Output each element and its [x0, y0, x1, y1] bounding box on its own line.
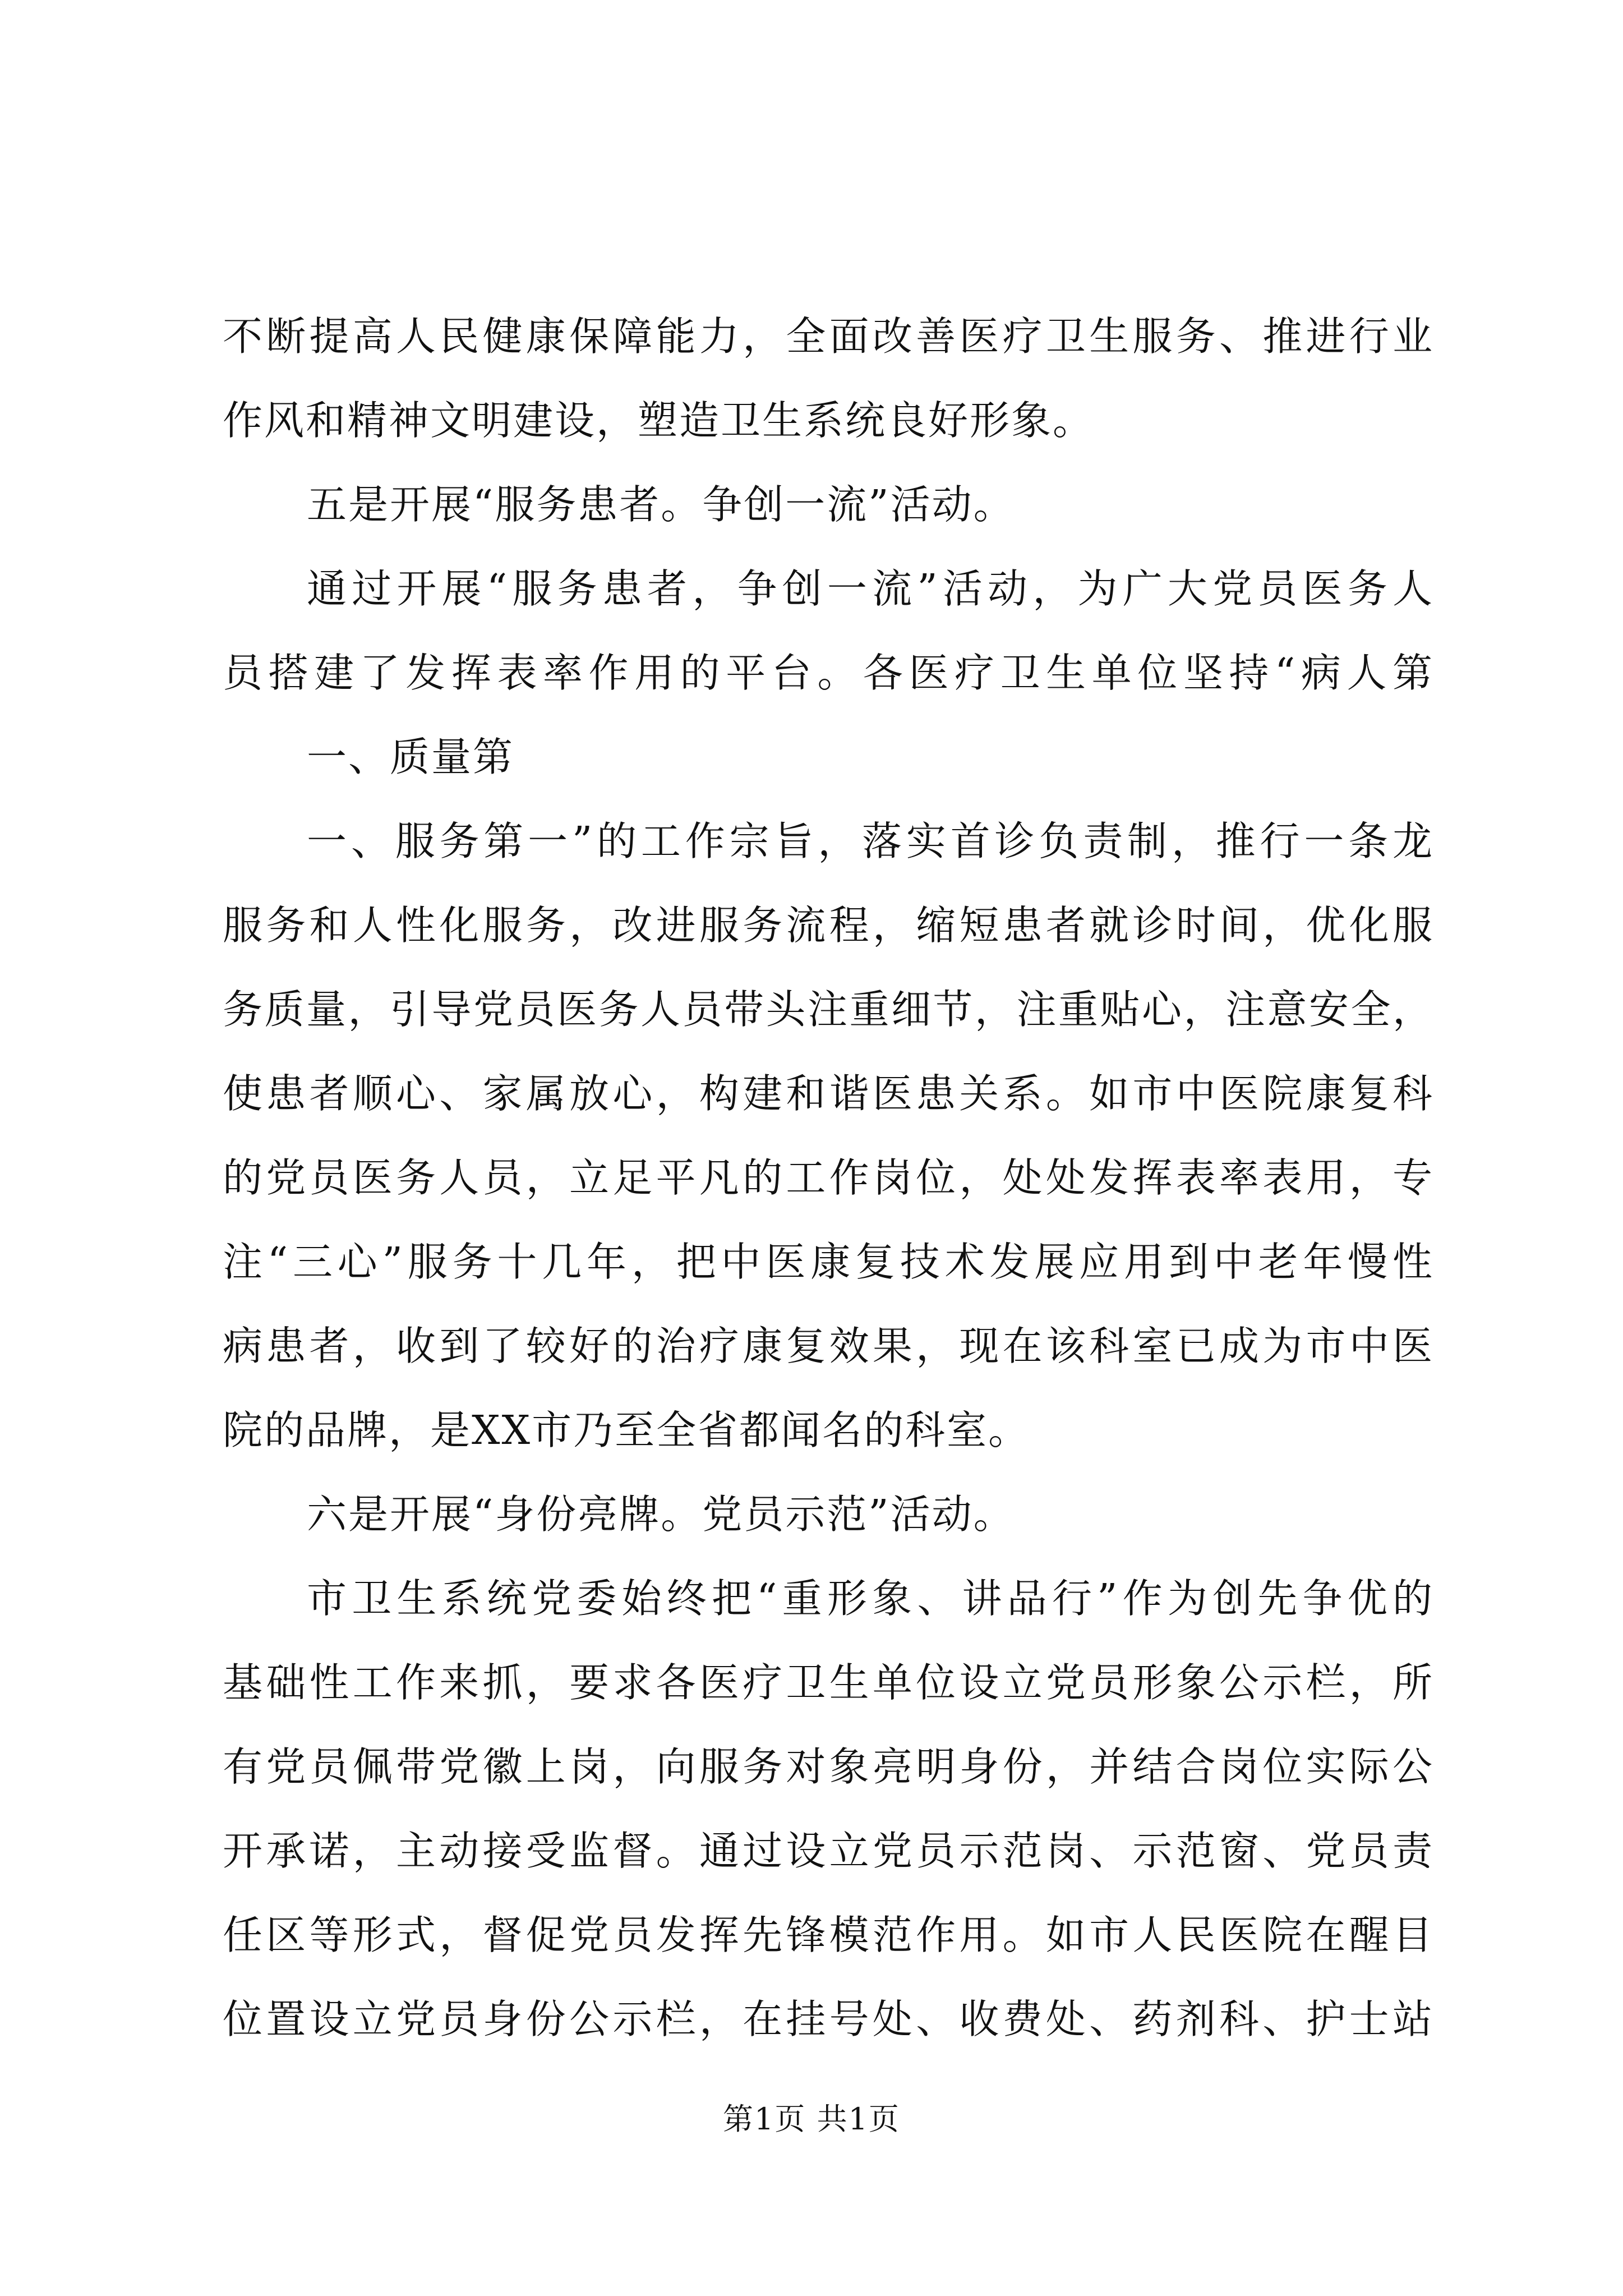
text-line: 任区等形式，督促党员发挥先锋模范作用。如市人民医院在醒目 — [223, 1912, 1434, 1958]
text-line: 一、服务第一”的工作宗旨，落实首诊负责制，推行一条龙 — [307, 818, 1434, 864]
text-line: 不断提高人民健康保障能力，全面改善医疗卫生服务、推进行业 — [223, 313, 1434, 360]
text-line: 开承诺，主动接受监督。通过设立党员示范岗、示范窗、党员责 — [223, 1828, 1434, 1874]
text-line: 作风和精神文明建设，塑造卫生系统良好形象。 — [223, 397, 1095, 444]
text-line: 的党员医务人员，立足平凡的工作岗位，处处发挥表率表用，专 — [223, 1154, 1434, 1201]
text-line: 员搭建了发挥表率作用的平台。各医疗卫生单位坚持“病人第 — [223, 650, 1434, 696]
text-line: 有党员佩带党徽上岗，向服务对象亮明身份，并结合岗位实际公 — [223, 1743, 1434, 1790]
page-footer: 第1页 共1页 — [723, 2101, 900, 2137]
text-line: 位置设立党员身份公示栏，在挂号处、收费处、药剂科、护士站 — [223, 1996, 1434, 2042]
section-heading: 五是开展“服务患者。争创一流”活动。 — [307, 481, 1015, 528]
text-line: 病患者，收到了较好的治疗康复效果，现在该科室已成为市中医 — [223, 1323, 1434, 1369]
section-heading: 六是开展“身份亮牌。党员示范”活动。 — [307, 1491, 1015, 1538]
text-line: 一、质量第 — [307, 734, 515, 780]
text-line: 使患者顺心、家属放心，构建和谐医患关系。如市中医院康复科 — [223, 1070, 1434, 1117]
text-line: 通过开展“服务患者，争创一流”活动，为广大党员医务人 — [307, 565, 1434, 612]
text-line: 基础性工作来抓，要求各医疗卫生单位设立党员形象公示栏，所 — [223, 1659, 1434, 1706]
text-line: 院的品牌，是XX市乃至全省都闻名的科室。 — [223, 1407, 1030, 1453]
text-line: 市卫生系统党委始终把“重形象、讲品行”作为创先争优的 — [307, 1575, 1434, 1622]
text-line: 务质量，引导党员医务人员带头注重细节，注重贴心，注意安全， — [223, 986, 1434, 1033]
text-line: 服务和人性化服务，改进服务流程，缩短患者就诊时间，优化服 — [223, 902, 1434, 949]
text-line: 注“三心”服务十几年，把中医康复技术发展应用到中老年慢性 — [223, 1239, 1434, 1285]
